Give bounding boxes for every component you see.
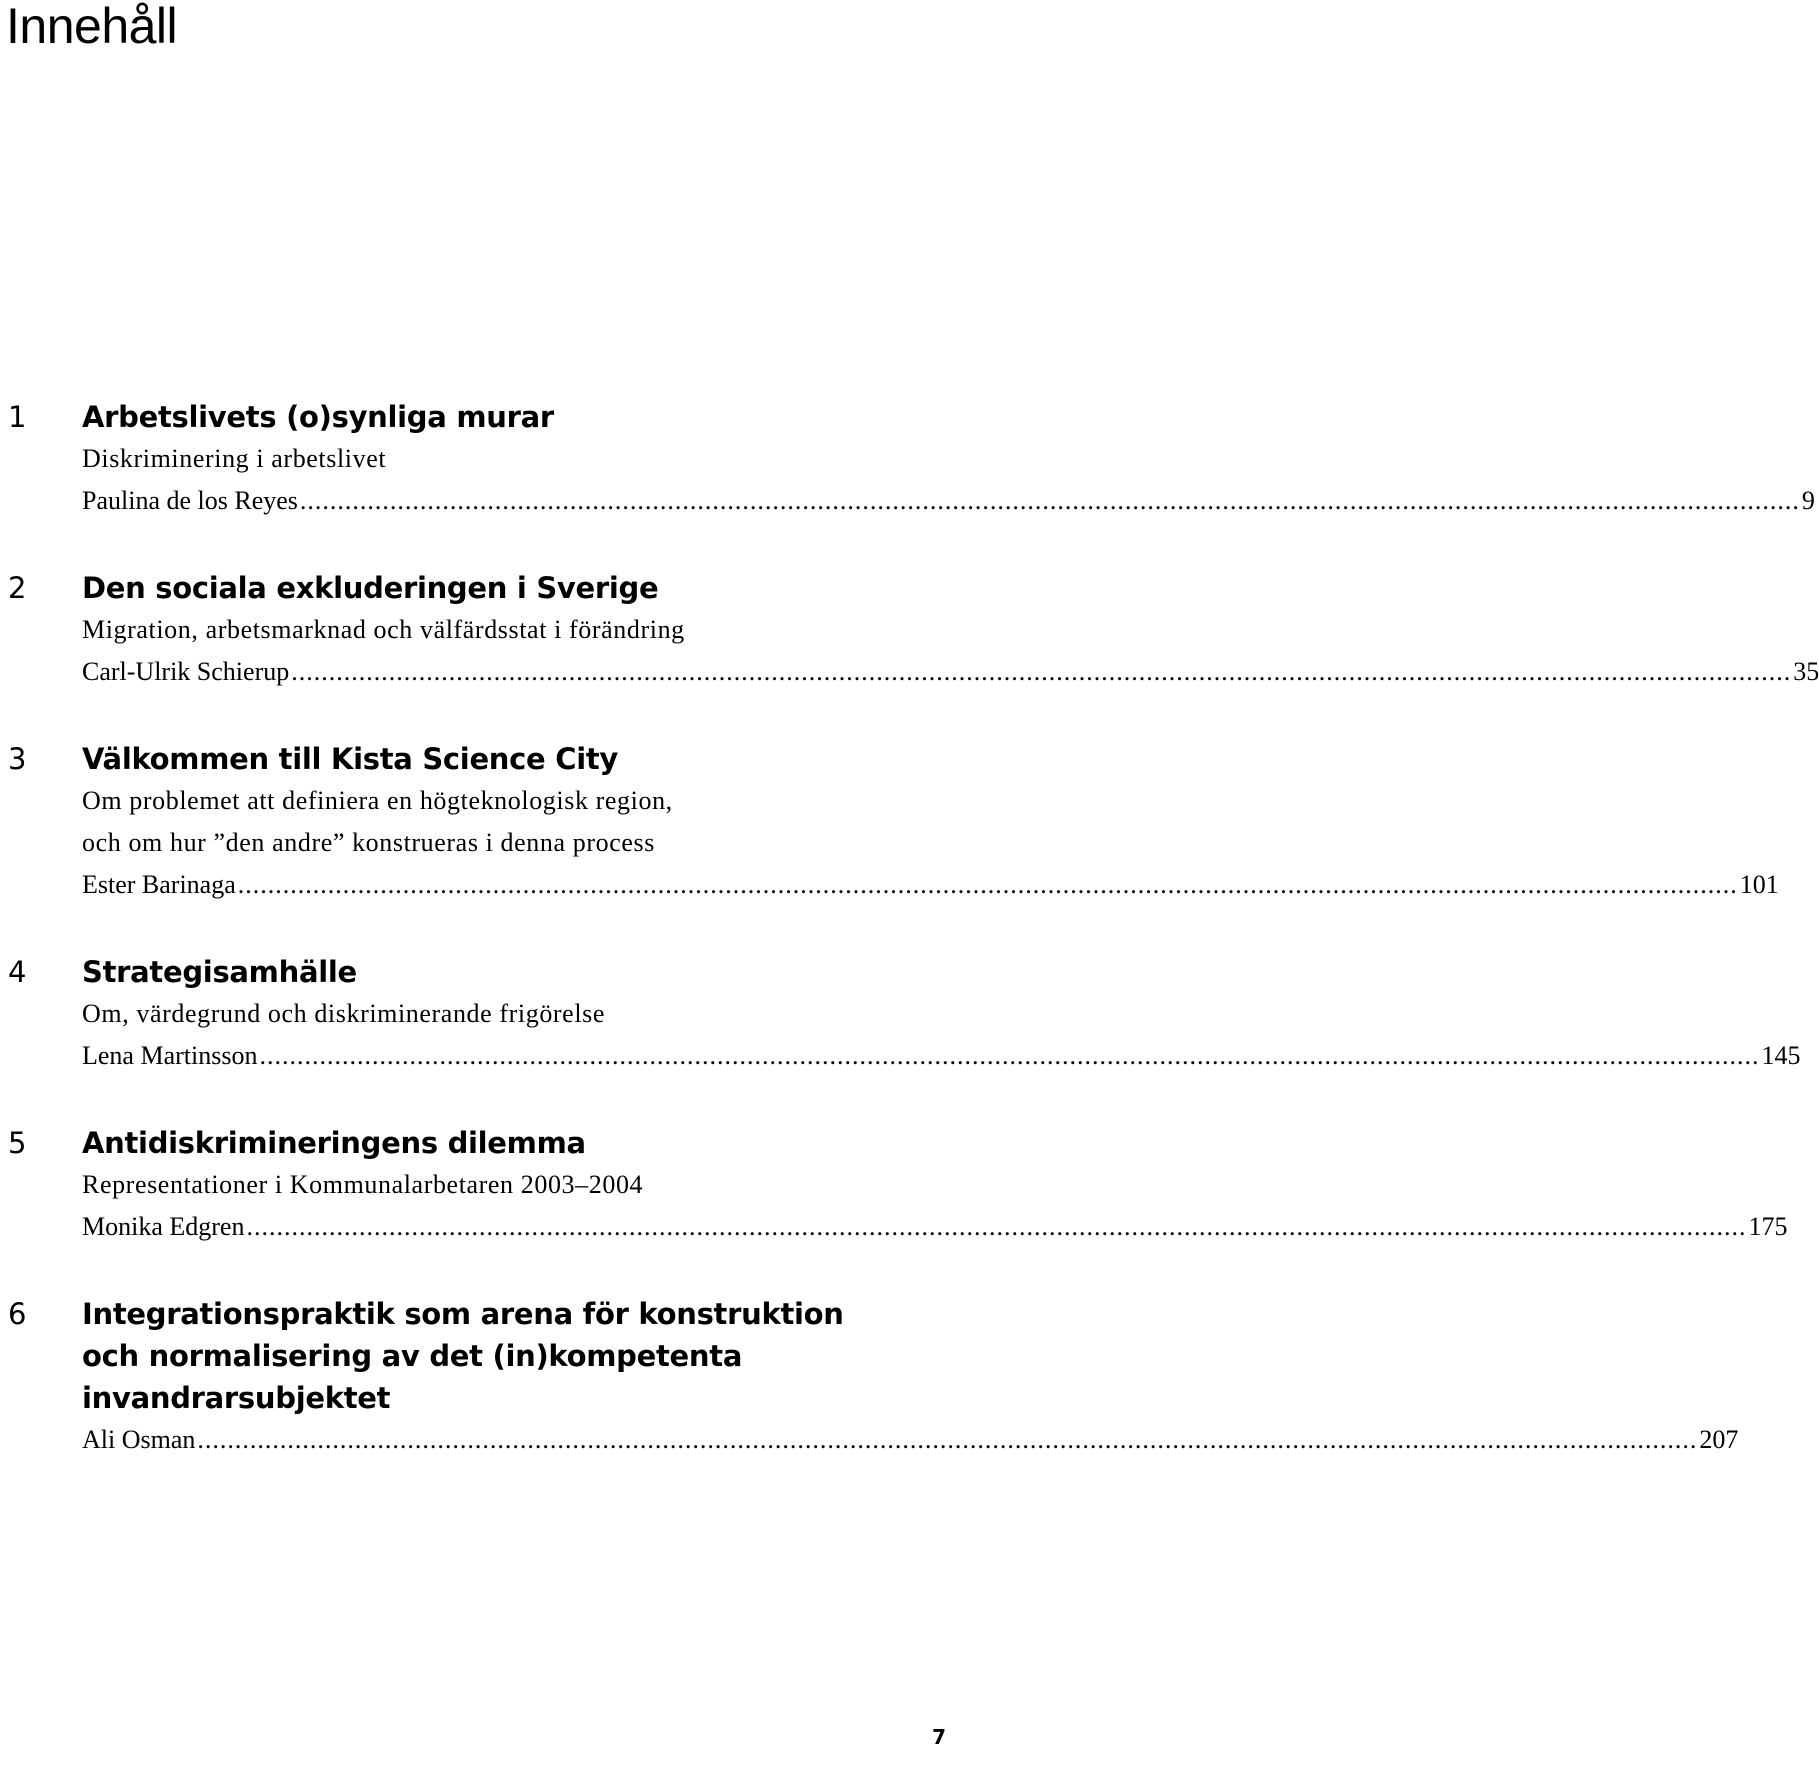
author-line: [82, 1419, 1739, 1461]
chapter-page-number: 35: [1793, 657, 1819, 686]
chapter-title: Antidiskrimineringens dilemma: [82, 1126, 586, 1160]
chapter-title: Välkommen till Kista Science City: [82, 742, 619, 776]
dot-leader: ........................................................................................................................................................................................................: [246, 1212, 1747, 1241]
chapter-subtitle: Diskriminering i arbetslivet: [82, 444, 387, 473]
chapter-page-number: 207: [1699, 1425, 1739, 1454]
table-of-contents: [0, 396, 1819, 1506]
author-line: [82, 1035, 1801, 1077]
chapter-number: 1: [8, 400, 27, 434]
toc-entry[interactable]: [0, 951, 1801, 1077]
chapter-title: Strategisamhälle: [82, 955, 357, 989]
chapter-page-number: 145: [1761, 1041, 1801, 1070]
chapter-title: Arbetslivets (o)synliga murar: [82, 400, 554, 434]
chapter-subtitle: Om, värdegrund och diskriminerande frigörelse: [82, 999, 606, 1028]
page-number: 7: [932, 1725, 946, 1749]
chapter-page-number: 175: [1748, 1212, 1788, 1241]
toc-entry[interactable]: [0, 396, 1815, 522]
dot-leader: ........................................................................................................................................................................................................: [197, 1425, 1698, 1454]
chapter-author: Monika Edgren: [82, 1212, 245, 1241]
chapter-subtitle: Om problemet att definiera en högteknologisk region,: [82, 786, 673, 815]
chapter-page-number: 101: [1739, 870, 1779, 899]
chapter-subtitle: Representationer i Kommunalarbetaren 2003–2004: [82, 1170, 644, 1199]
chapter-author: Ali Osman: [82, 1425, 196, 1454]
chapter-title: Den sociala exkluderingen i Sverige: [82, 571, 659, 605]
chapter-number: 4: [8, 955, 27, 989]
chapter-author: Paulina de los Reyes: [82, 486, 298, 515]
chapter-subtitle: och om hur ”den andre” konstrueras i denna process: [82, 828, 655, 857]
dot-leader: ........................................................................................................................................................................................................: [237, 870, 1738, 899]
author-line: [82, 480, 1815, 522]
chapter-title: och normalisering av det (in)kompetenta: [82, 1339, 743, 1373]
chapter-author: Lena Martinsson: [82, 1041, 258, 1070]
toc-entry[interactable]: [0, 567, 1819, 693]
author-line: [82, 864, 1779, 906]
chapter-subtitle: Migration, arbetsmarknad och välfärdsstat i förändring: [82, 615, 685, 644]
dot-leader: ........................................................................................................................................................................................................: [291, 657, 1792, 686]
chapter-title: Integrationspraktik som arena för konstruktion: [82, 1297, 844, 1331]
page-title: Innehåll: [6, 0, 178, 54]
chapter-author: Ester Barinaga: [82, 870, 236, 899]
author-line: [82, 1206, 1788, 1248]
author-line: [82, 651, 1819, 693]
chapter-number: 2: [8, 571, 27, 605]
chapter-author: Carl-Ulrik Schierup: [82, 657, 290, 686]
chapter-page-number: 9: [1801, 486, 1815, 515]
toc-entry[interactable]: [0, 738, 1779, 906]
toc-entry[interactable]: [0, 1293, 1739, 1461]
dot-leader: ........................................................................................................................................................................................................: [299, 486, 1800, 515]
chapter-title: invandrarsubjektet: [82, 1381, 391, 1415]
chapter-number: 5: [8, 1126, 27, 1160]
chapter-number: 3: [8, 742, 27, 776]
dot-leader: ........................................................................................................................................................................................................: [259, 1041, 1760, 1070]
toc-entry[interactable]: [0, 1122, 1788, 1248]
chapter-number: 6: [8, 1297, 27, 1331]
